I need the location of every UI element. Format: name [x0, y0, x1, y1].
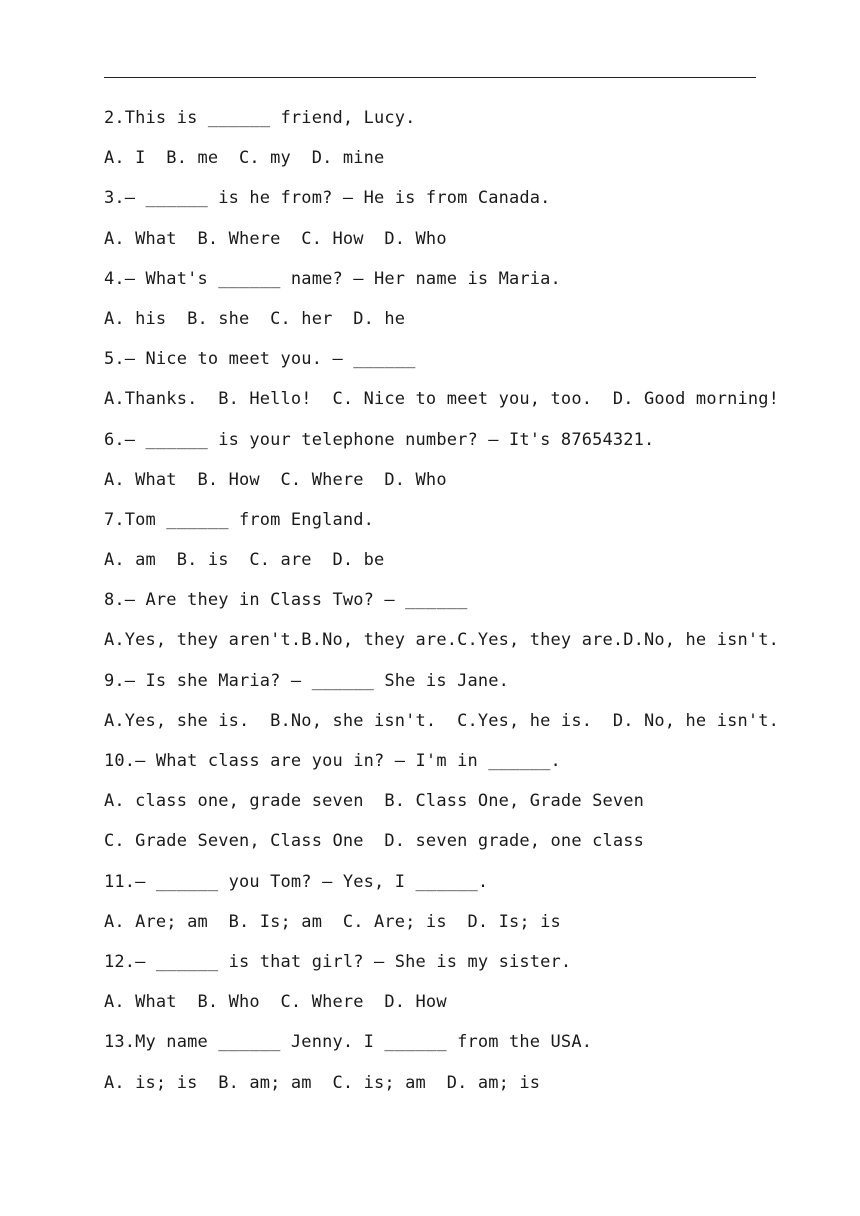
- options-11: A. Are; am B. Is; am C. Are; is D. Is; is: [104, 911, 561, 932]
- question-4: 4.— What's ______ name? — Her name is Maria.: [104, 268, 561, 289]
- options-2: A. I B. me C. my D. mine: [104, 148, 385, 169]
- options-3: A. What B. Where C. How D. Who: [104, 228, 447, 249]
- options-8: A.Yes, they aren't.B.No, they are.C.Yes, they are.D.No, he isn't.: [104, 630, 780, 651]
- question-3: 3.— ______ is he from? — He is from Canada.: [104, 188, 551, 209]
- options-9: A.Yes, she is. B.No, she isn't. C.Yes, he is. D. No, he isn't.: [104, 710, 780, 731]
- question-9: 9.— Is she Maria? — ______ She is Jane.: [104, 670, 510, 691]
- question-11: 11.— ______ you Tom? — Yes, I ______.: [104, 871, 489, 892]
- options-7: A. am B. is C. are D. be: [104, 550, 385, 571]
- question-5: 5.— Nice to meet you. — ______: [104, 349, 416, 370]
- question-7: 7.Tom ______ from England.: [104, 509, 375, 530]
- question-list: [104, 100, 784, 1105]
- options-4: A. his B. she C. her D. he: [104, 308, 406, 329]
- question-6: 6.— ______ is your telephone number? — It's 87654321.: [104, 429, 655, 450]
- options-10-cd: C. Grade Seven, Class One D. seven grade, one class: [104, 831, 645, 852]
- question-10: 10.— What class are you in? — I'm in ______.: [104, 751, 561, 771]
- options-6: A. What B. How C. Where D. Who: [104, 469, 447, 490]
- question-2: 2.This is ______ friend, Lucy.: [104, 108, 416, 128]
- options-5: A.Thanks. B. Hello! C. Nice to meet you, too. D. Good morning!: [104, 389, 780, 410]
- question-12: 12.— ______ is that girl? — She is my sister.: [104, 951, 572, 972]
- options-13: A. is; is B. am; am C. is; am D. am; is: [104, 1072, 541, 1093]
- question-8: 8.— Are they in Class Two? — ______: [104, 590, 468, 611]
- options-10-ab: A. class one, grade seven B. Class One, Grade Seven: [104, 791, 645, 812]
- options-12: A. What B. Who C. Where D. How: [104, 992, 447, 1013]
- header-rule: [104, 77, 756, 78]
- question-13: 13.My name ______ Jenny. I ______ from the USA.: [104, 1032, 593, 1053]
